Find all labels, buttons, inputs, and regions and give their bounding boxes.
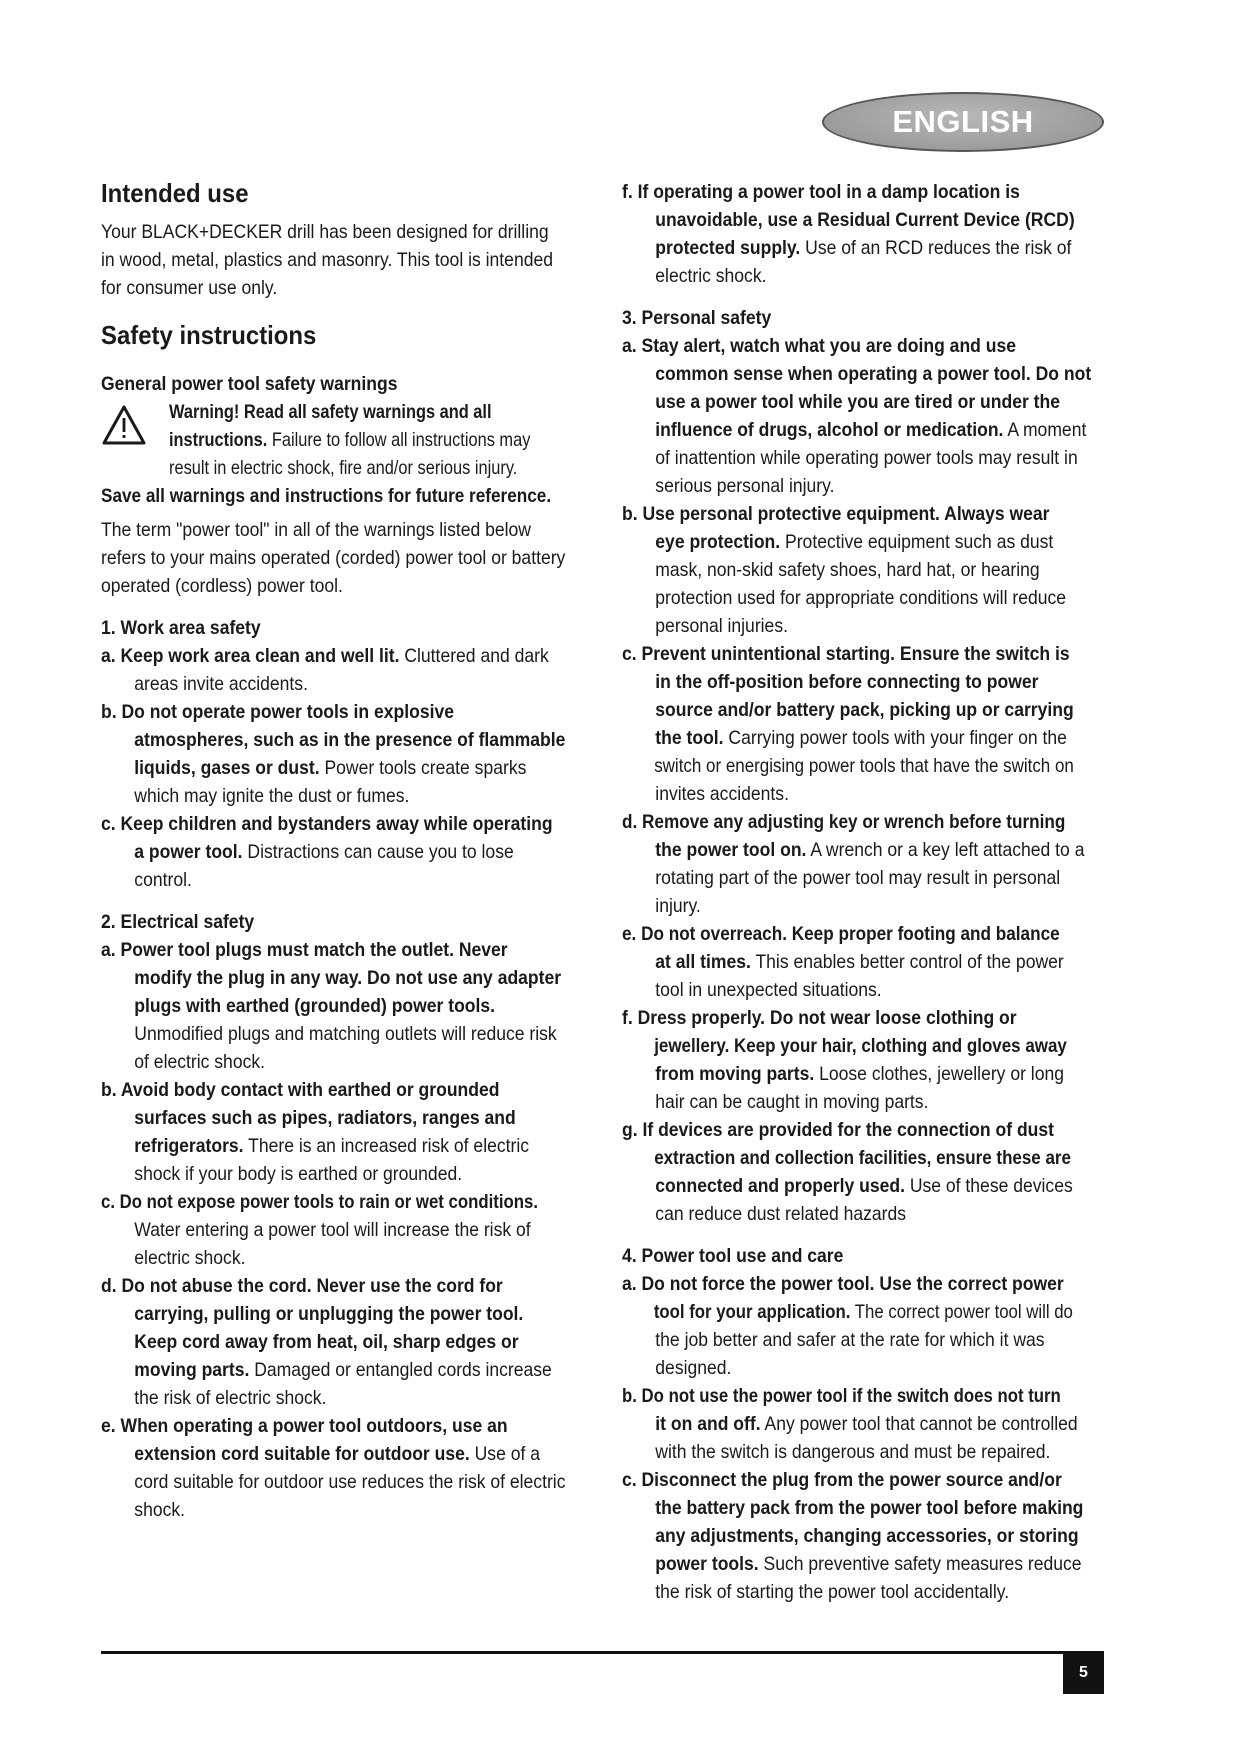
footer-rule bbox=[101, 1651, 1104, 1654]
power-tool-term-text bbox=[101, 516, 591, 600]
term-line: operated (cordless) power tool. bbox=[101, 575, 343, 597]
general-warnings-subheading: General power tool safety warnings bbox=[101, 373, 398, 395]
language-tab: ENGLISH bbox=[822, 92, 1104, 152]
personal-item-e: e. Do not overreach. Keep proper footing and balance at all times. This enables better control of the power tool in unexpected situations. bbox=[622, 923, 1064, 1001]
warning-line-bold: instructions. bbox=[169, 429, 268, 451]
electrical-item-c: c. Do not expose power tools to rain or wet conditions. Water entering a power tool will increase the risk of electric shock. bbox=[101, 1191, 538, 1269]
electrical-item-b: b. Avoid body contact with earthed or grounded surfaces such as pipes, radiators, ranges and refrigerators. There is an increased risk of electric shock if your body is earthed or grounded. bbox=[101, 1079, 530, 1185]
personal-item-g: g. If devices are provided for the connection of dust extraction and collection facilities, ensure these are connected and properly used. Use of these devices can reduce dust related hazards bbox=[622, 1119, 1073, 1225]
personal-item-a: a. Stay alert, watch what you are doing and use common sense when operating a power tool. Do not use a power tool while you are tired or under the influence of drugs, alcohol or medication. A moment of inattention while operating power tools may result in serious personal injury. bbox=[622, 335, 1092, 497]
term-line: The term "power tool" in all of the warnings listed below bbox=[101, 519, 531, 541]
intended-use-line: in wood, metal, plastics and masonry. This tool is intended bbox=[101, 249, 553, 271]
right-column bbox=[622, 178, 1110, 1606]
intended-use-line: Your BLACK+DECKER drill has been designed for drilling bbox=[101, 221, 549, 243]
safety-instructions-heading: Safety instructions bbox=[101, 320, 317, 350]
tool-use-item-a: a. Do not force the power tool. Use the correct power tool for your application. The correct power tool will do the job better and safer at the rate for which it was designed. bbox=[622, 1273, 1073, 1379]
work-area-item-b: b. Do not operate power tools in explosive atmospheres, such as in the presence of flammable liquids, gases or dust. Power tools create sparks which may ignite the dust or fumes. bbox=[101, 701, 566, 807]
electrical-item-e: e. When operating a power tool outdoors, use an extension cord suitable for outdoor use. Use of a cord suitable for outdoor use reduces the risk of electric shock. bbox=[101, 1415, 566, 1521]
intended-use-heading: Intended use bbox=[101, 178, 249, 208]
power-tool-use-heading: 4. Power tool use and care bbox=[622, 1245, 844, 1267]
electrical-item-f: f. If operating a power tool in a damp location is unavoidable, use a Residual Current Device (RCD) protected supply. Use of an RCD reduces the risk of electric shock. bbox=[622, 181, 1075, 287]
personal-safety-heading: 3. Personal safety bbox=[622, 307, 772, 329]
electrical-safety-heading: 2. Electrical safety bbox=[101, 911, 255, 933]
intended-use-text bbox=[101, 218, 591, 302]
tool-use-item-c: c. Disconnect the plug from the power source and/or the battery pack from the power tool before making any adjustments, changing accessories, or storing power tools. Such preventive safety measures reduce the risk of starting the power tool accidentally. bbox=[622, 1469, 1084, 1603]
left-column bbox=[101, 178, 591, 1524]
warning-line: result in electric shock, fire and/or serious injury. bbox=[169, 457, 518, 479]
work-area-item-a: a. Keep work area clean and well lit. Cluttered and dark areas invite accidents. bbox=[101, 645, 549, 695]
warning-line: Failure to follow all instructions may bbox=[267, 429, 531, 451]
warning-line: Warning! Read all safety warnings and all bbox=[169, 401, 492, 423]
personal-item-d: d. Remove any adjusting key or wrench before turning the power tool on. A wrench or a key left attached to a rotating part of the power tool may result in personal injury. bbox=[622, 811, 1085, 917]
work-area-heading: 1. Work area safety bbox=[101, 617, 261, 639]
term-line: refers to your mains operated (corded) power tool or battery bbox=[101, 547, 566, 569]
personal-item-f: f. Dress properly. Do not wear loose clothing or jewellery. Keep your hair, clothing and gloves away from moving parts. Loose clothes, jewellery or long hair can be caught in moving parts. bbox=[622, 1007, 1067, 1113]
save-warnings-text: Save all warnings and instructions for future reference. bbox=[101, 485, 552, 507]
warning-block bbox=[101, 398, 591, 482]
personal-item-c: c. Prevent unintentional starting. Ensure the switch is in the off-position before connecting to power source and/or battery pack, picking up or carrying the tool. Carrying power tools with your finger on the switch or energising power tools that have the switch on invites accidents. bbox=[622, 643, 1074, 805]
intended-use-line: for consumer use only. bbox=[101, 277, 278, 299]
electrical-item-d: d. Do not abuse the cord. Never use the cord for carrying, pulling or unplugging the power tool. Keep cord away from heat, oil, sharp edges or moving parts. Damaged or entangled cords increase the risk of electric shock. bbox=[101, 1275, 552, 1409]
warning-triangle-icon bbox=[101, 404, 147, 446]
electrical-item-a: a. Power tool plugs must match the outlet. Never modify the plug in any way. Do not use any adapter plugs with earthed (grounded) power tools. Unmodified plugs and matching outlets will reduce risk of electric shock. bbox=[101, 939, 562, 1073]
personal-item-b: b. Use personal protective equipment. Always wear eye protection. Protective equipment such as dust mask, non-skid safety shoes, hard hat, or hearing protection used for appropriate conditions will reduce personal injuries. bbox=[622, 503, 1067, 637]
tool-use-item-b: b. Do not use the power tool if the switch does not turn it on and off. Any power tool that cannot be controlled with the switch is dangerous and must be repaired. bbox=[622, 1385, 1078, 1463]
work-area-item-c: c. Keep children and bystanders away while operating a power tool. Distractions can cause you to lose control. bbox=[101, 813, 553, 891]
page-number: 5 bbox=[1063, 1652, 1104, 1694]
